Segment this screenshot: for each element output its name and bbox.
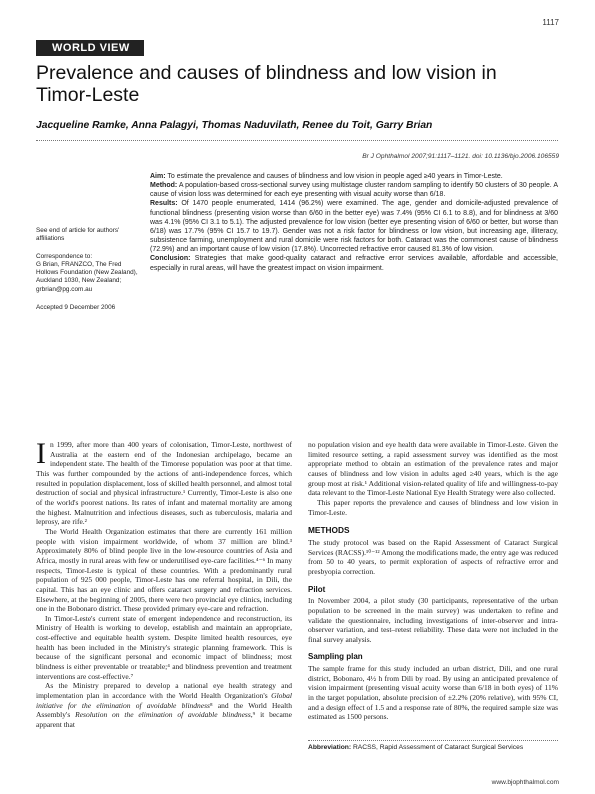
body-paragraph: no population vision and eye health data were available in Timor-Leste. Given the limited resource setting, a rapid assessment survey was identified as the most appropriate method to obtain an estimation of the prevalence rates and major causes of blindness and low vision in adults aged ≥40 years, which is the age group most at risk.¹ Additional vision-related quality of life and willingness-to-pay data relevant to the Timor-Leste National Eye Health Strategy were also collected.	[308, 440, 558, 498]
drop-cap: I	[36, 437, 46, 470]
body-paragraph: The sample frame for this study included an urban district, Dili, and one rural district, Bobonaro, 4½ h from Dili by road. By using an anticipated prevalence of vision impairment (presenting visual acuity worse than 6/18 in both eyes) of 11% in the target population, absolute precision of ±2.2% (20% relative), with 95% CI, and a design effect of 1.5 and a response rate of 80%, the required sample size was estimated as 1500 persons.	[308, 664, 558, 722]
paragraph-text: ,⁹ it became apparent that	[36, 710, 292, 730]
section-heading-methods: METHODS	[308, 525, 350, 536]
article-title: Prevalence and causes of blindness and low vision in Timor-Leste	[36, 62, 497, 106]
body-paragraph: The study protocol was based on the Rapid Assessment of Cataract Surgical Services (RACSS).¹⁰⁻¹² Among the modifications made, the entry age was reduced from 50 to 40 years, to permit exploration of aspects of refractive error and presbyopia correction.	[308, 537, 558, 576]
abstract-method-label: Method:	[150, 182, 178, 190]
footnote-divider	[308, 740, 558, 741]
journal-citation: Br J Ophthalmol 2007;91:1117–1121. doi: 10.1136/bjo.2006.106559	[362, 153, 559, 160]
header-divider	[36, 140, 558, 141]
body-column-left	[36, 437, 292, 730]
abstract-results-label: Results:	[150, 200, 178, 208]
accepted-date: Accepted 9 December 2006	[36, 303, 116, 311]
subheading-pilot: Pilot	[308, 584, 326, 594]
body-paragraph: In November 2004, a pilot study (30 participants, representative of the urban population to be screened in the main survey) was undertaken to refine and validate the questionnaire, including investigations of inter-observer and intra-observer variation, and test–retest reliability. These data were not included in the final survey analysis.	[308, 596, 558, 644]
article-sidebar	[36, 227, 144, 322]
abstract-method-text: A population-based cross-sectional survey using multistage cluster random sampling to identify 50 clusters of 30 people. A cause of vision loss was determined for each eye presenting with visual acuity worse than 6/18.	[150, 182, 558, 199]
body-paragraph	[36, 681, 292, 729]
paragraph-text: As the Ministry prepared to develop a national eye health strategy and implementation plan in accordance with the World Health Organization's	[36, 681, 292, 701]
body-paragraph: The World Health Organization estimates that there are currently 161 million people with vision impairment worldwide, of whom 37 million are blind.³ Approximately 80% of blind people live in the low-resource countries of Asia and Africa, mostly in rural areas with few or underutilised eye-care facilities.⁴⁻⁶ In many respects, Timor-Leste is typical of these countries. With a predominantly rural population of 925 000 people, Timor-Leste has one referral hospital, in Dili, the capital. This has an eye clinic and offers cataract surgery and refraction services. Elsewhere, at the beginning of 2005, there were two provincial eye clinics, including one in the Bobonaro district. These provided primary eye-care and refraction.	[36, 526, 292, 614]
affiliations-note: See end of article for authors' affiliations	[36, 227, 120, 243]
abstract-method	[150, 181, 558, 199]
abstract-conclusion	[150, 254, 558, 272]
section-tag: WORLD VIEW	[36, 40, 144, 56]
abbreviation-note	[308, 744, 558, 751]
abbreviation-text: RACSS, Rapid Assessment of Cataract Surgical Services	[351, 744, 524, 751]
abbreviation-label: Abbreviation:	[308, 744, 352, 751]
paragraph-text: ⁸ and the World Health Assembly's	[36, 700, 292, 720]
abstract	[150, 172, 558, 273]
abstract-results	[150, 199, 558, 254]
abstract-aim-text: To estimate the prevalence and causes of blindness and low vision in people aged ≥40 years in Timor-Leste.	[165, 173, 503, 180]
correspondence-note: Correspondence to: G Brian, FRANZCO, The Fred Hollows Foundation (New Zealand), Auckland 1030, New Zealand; grbrian@pg.com.au	[36, 253, 138, 293]
italic-reference: Resolution on the elimination of avoidable blindness	[75, 710, 251, 720]
abstract-aim-label: Aim:	[150, 173, 166, 180]
page-number: 1117	[542, 18, 559, 27]
italic-reference: Global initiative for the elimination of avoidable blindness	[36, 691, 292, 710]
journal-url[interactable]: www.bjophthalmol.com	[491, 779, 559, 786]
abstract-conclusion-label: Conclusion:	[150, 255, 191, 263]
abstract-conclusion-text: Strategies that make good-quality cataract and refractive error services available, affordable and accessible, especially in rural areas, will have the greatest impact on vision impairment.	[150, 255, 558, 272]
body-paragraph	[36, 437, 292, 527]
subheading-sampling-plan: Sampling plan	[308, 652, 363, 662]
body-column-right	[308, 440, 558, 722]
paragraph-text: n 1999, after more than 400 years of colonisation, Timor-Leste, northwest of Australia at the eastern end of the Indonesian archipelago, became an independent state. The health of the Timorese population was poor at that time. This was further compounded by the actions of anti-independence forces, which resulted in population displacement, loss of skilled health personnel, and almost total destruction of social and physical infrastructure.¹ Currently, Timor-Leste is also one of the world's poorest nations. Its rates of infant and maternal mortality are among the highest. Malnutrition and infectious diseases, such as tuberculosis, malaria and leprosy, are rife.²	[36, 440, 292, 527]
author-list: Jacqueline Ramke, Anna Palagyi, Thomas Naduvilath, Renee du Toit, Garry Brian	[36, 120, 433, 131]
body-paragraph: This paper reports the prevalence and causes of blindness and low vision in Timor-Leste.	[308, 497, 558, 517]
abstract-results-text: Of 1470 people enumerated, 1414 (96.2%) were examined. The age, gender and domicile-adjusted prevalence of functional blindness (presenting vision worse than 6/60 in the better eye) was 7.4% (95% CI 6.1 to 8.8), and for blindness at 3/60 was 4.1% (95% CI 3.1 to 5.1). The adjusted prevalence for low vision (better eye presenting vision of 6/60 or better, but worse than 6/18) was 17.7% (95% CI 15.7 to 19.7). Gender was not a risk factor for blindness or low vision, but increasing age, illiteracy, subsistence farming, unemployment and rural domicile were risk factors for both. Cataract was the commonest cause of blindness (72.9%) and an important cause of low vision (17.8%). Uncorrected refractive error caused 81.3% of low vision.	[150, 200, 558, 254]
abstract-aim	[150, 172, 558, 181]
body-paragraph: In Timor-Leste's current state of emergent independence and reconstruction, its Ministry of Health is working to develop, establish and maintain an appropriate, cost-effective and equitable health system. Despite limited health resources, eye health has been included in the Ministry's strategic planning framework. This is because of the significant personal and economic impact of blindness; most blindness is either preventable or treatable;⁴ and blindness prevention and treatment interventions are cost-effective.⁷	[36, 613, 292, 681]
